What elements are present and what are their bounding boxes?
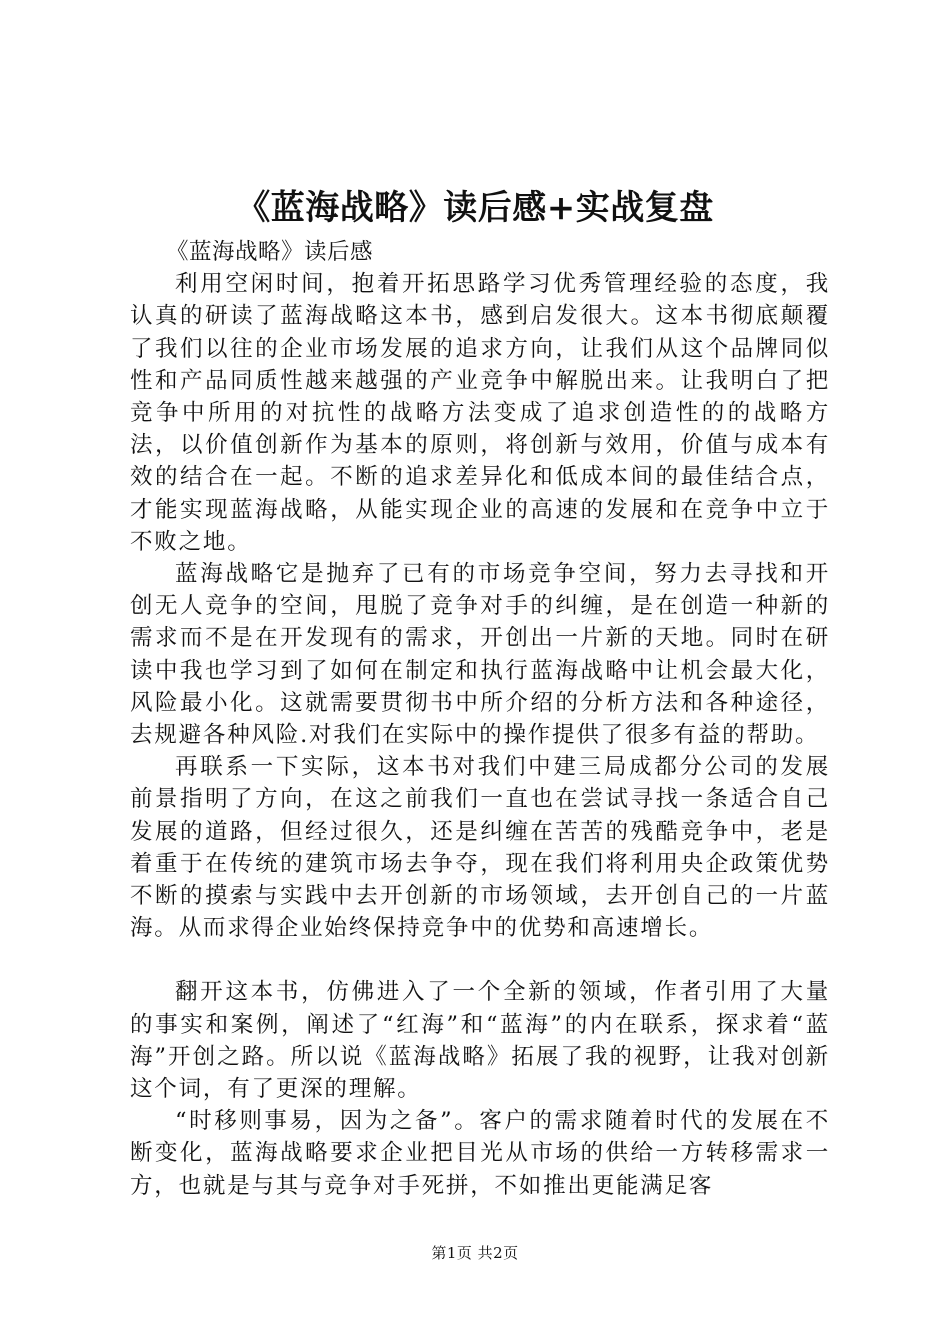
paragraph-2: 蓝海战略它是抛弃了已有的市场竞争空间，努力去寻找和开创无人竞争的空间，甩脱了竞争对手的纠缠，是在创造一种新的需求而不是在开发现有的需求，开创出一片新的天地。同时在研读中我也学习到了如何在制定和执行蓝海战略中让机会最大化，风险最小化。这就需要贯彻书中所介绍的分析方法和各种途径，去规避各种风险.对我们在实际中的操作提供了很多有益的帮助。 — [130, 561, 830, 749]
document-body — [130, 236, 830, 1202]
page-number: 第1页 共2页 — [431, 1244, 519, 1262]
paragraph-4: 翻开这本书，仿佛进入了一个全新的领域，作者引用了大量的事实和案例，阐述了“红海”和“蓝海”的内在联系，探求着“蓝海”开创之路。所以说《蓝海战略》拓展了我的视野，让我对创新这个词，有了更深的理解。 — [130, 979, 830, 1103]
paragraph-spacer — [130, 944, 830, 976]
paragraph-1: 利用空闲时间，抱着开拓思路学习优秀管理经验的态度，我认真的研读了蓝海战略这本书，感到启发很大。这本书彻底颠覆了我们以往的企业市场发展的追求方向，让我们从这个品牌同似性和产品同质性越来越强的产业竞争中解脱出来。让我明白了把竞争中所用的对抗性的战略方法变成了追求创造性的的战略方法，以价值创新作为基本的原则，将创新与效用，价值与成本有效的结合在一起。不断的追求差异化和低成本间的最佳结合点，才能实现蓝海战略，从能实现企业的高速的发展和在竞争中立于不败之地。 — [130, 271, 830, 555]
paragraph-5: “时移则事易，因为之备”。客户的需求随着时代的发展在不断变化，蓝海战略要求企业把目光从市场的供给一方转移需求一方，也就是与其与竞争对手死拼，不如推出更能满足客 — [130, 1108, 830, 1199]
document-title: 《蓝海战略》读后感+实战复盘 — [236, 188, 714, 228]
section-subtitle: 《蓝海战略》读后感 — [166, 239, 374, 265]
paragraph-3: 再联系一下实际，这本书对我们中建三局成都分公司的发展前景指明了方向，在这之前我们一直也在尝试寻找一条适合自己发展的道路，但经过很久，还是纠缠在苦苦的残酷竞争中，老是着重于在传统的建筑市场去争夺，现在我们将利用央企政策优势不断的摸索与实践中去开创新的市场领域，去开创自己的一片蓝海。从而求得企业始终保持竞争中的优势和高速增长。 — [130, 754, 830, 942]
